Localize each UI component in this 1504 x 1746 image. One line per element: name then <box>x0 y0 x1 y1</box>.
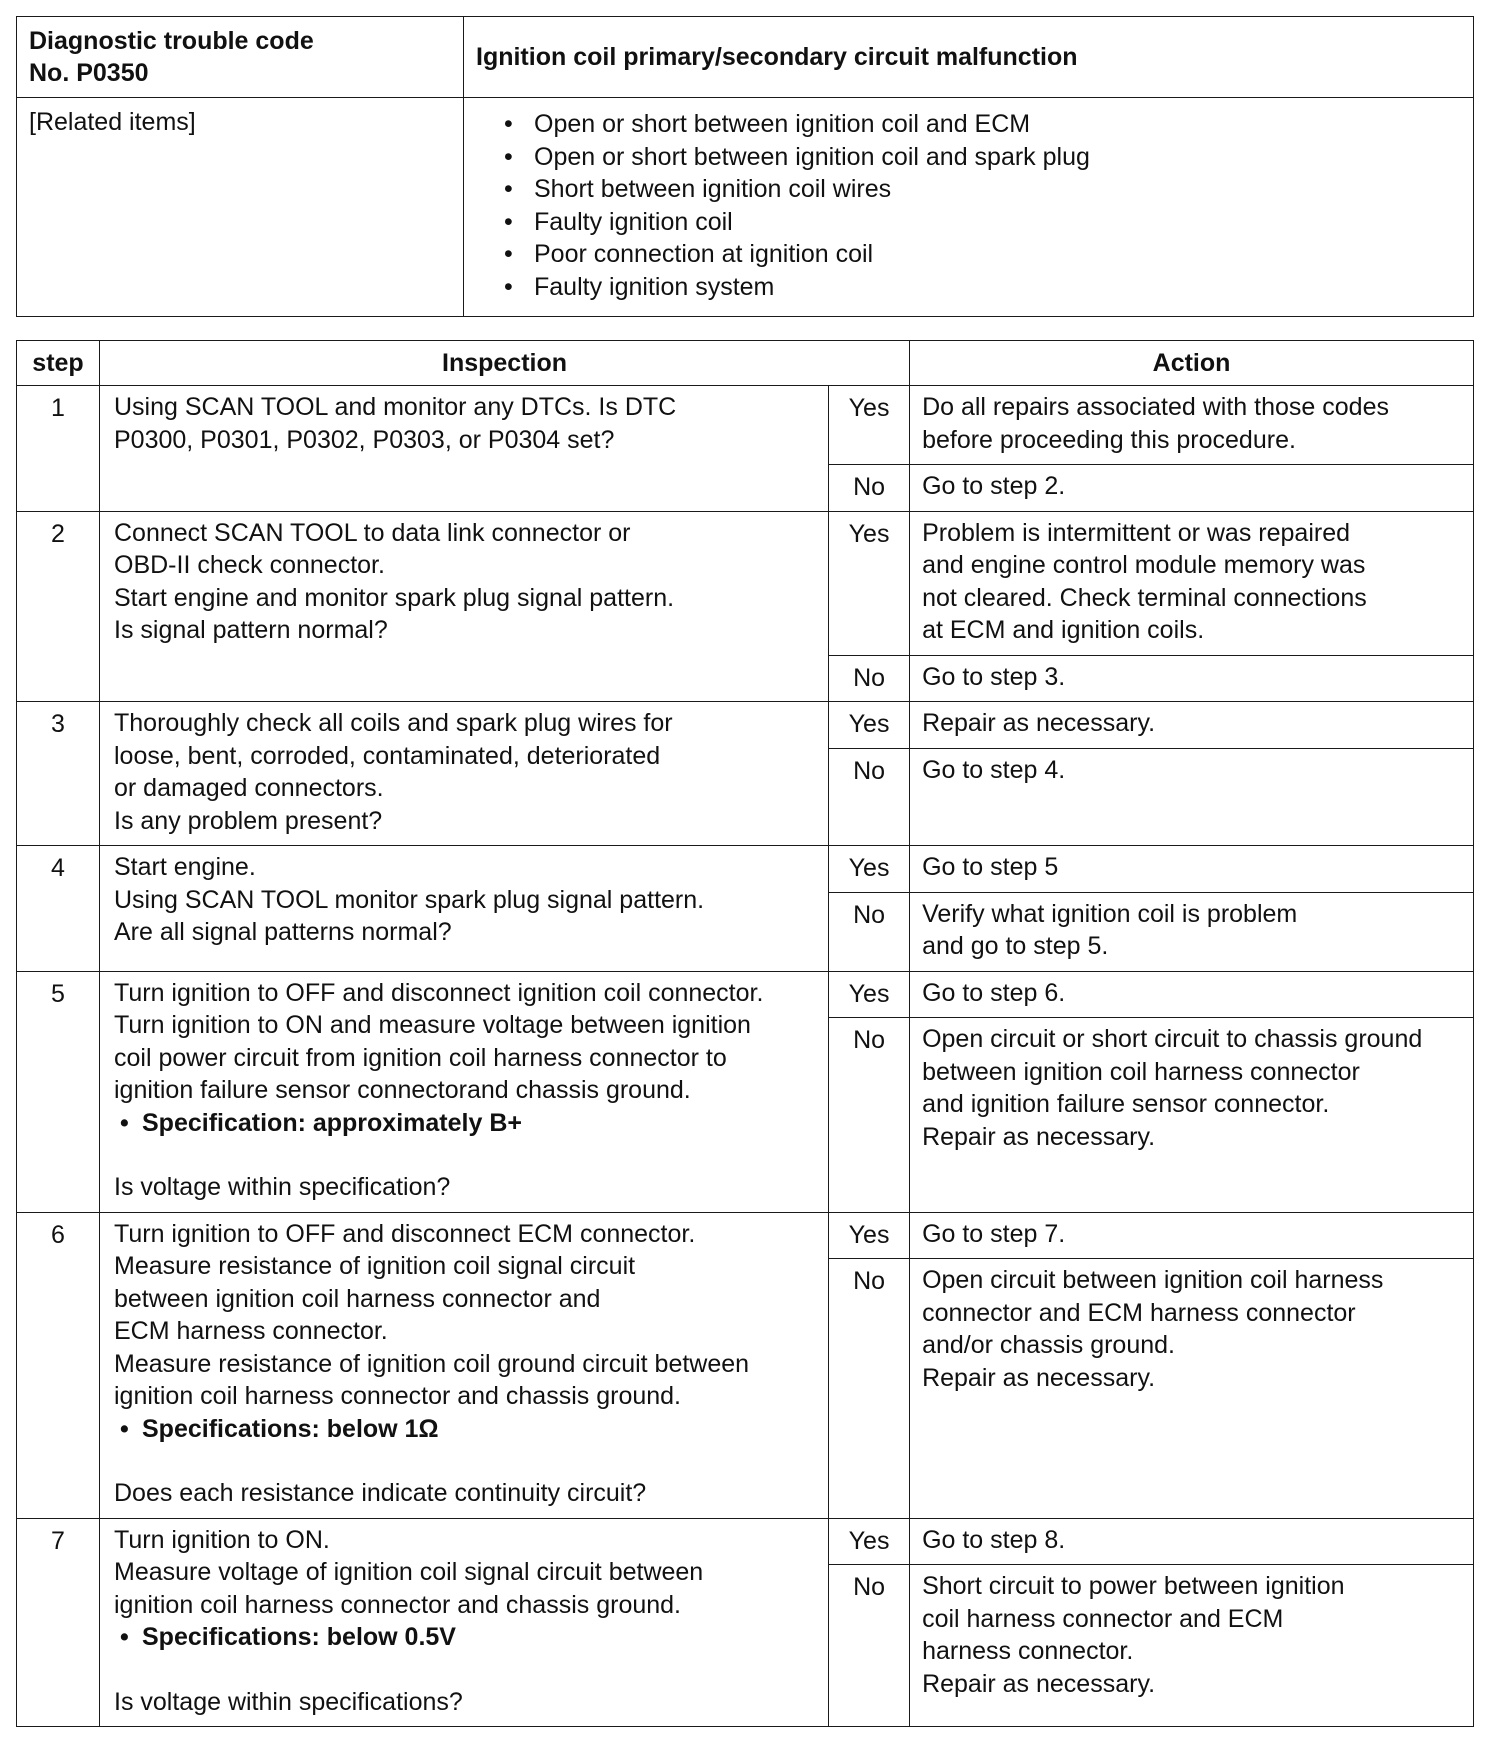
dtc-title: Ignition coil primary/secondary circuit malfunction <box>476 43 1078 71</box>
action-line: Repair as necessary. <box>922 1669 1156 1698</box>
inspection-question: Does each resistance indicate continuity circuit? <box>114 1479 647 1507</box>
no-label: No <box>829 1565 910 1727</box>
step-row-yes <box>17 846 1474 893</box>
no-action <box>910 655 1474 702</box>
no-label: No <box>829 655 910 702</box>
yes-action <box>910 702 1474 749</box>
related-item: • Faulty ignition system <box>534 271 1461 304</box>
no-label: No <box>829 465 910 512</box>
dtc-code-label: Diagnostic trouble code <box>29 27 314 55</box>
action-line: Repair as necessary. <box>922 709 1156 737</box>
yes-label: Yes <box>829 511 910 655</box>
action-line: Verify what ignition coil is problem <box>922 899 1298 928</box>
action-line: Go to step 2. <box>922 472 1066 500</box>
action-line: connector and ECM harness connector <box>922 1298 1356 1327</box>
yes-action <box>910 386 1474 465</box>
action-line: Go to step 8. <box>922 1525 1066 1554</box>
action-line: at ECM and ignition coils. <box>922 616 1205 644</box>
action-line: Do all repairs associated with those codes <box>922 393 1389 421</box>
inspection-line: Is any problem present? <box>114 806 383 835</box>
no-action <box>910 892 1474 971</box>
related-items-list <box>476 108 1461 304</box>
no-action <box>910 1018 1474 1213</box>
inspection-column-header: Inspection <box>100 341 910 386</box>
spacer <box>114 1654 816 1686</box>
action-line: Go to step 6. <box>922 978 1066 1007</box>
spacer <box>114 1445 816 1477</box>
action-line: coil harness connector and ECM <box>922 1604 1284 1633</box>
no-label: No <box>829 1018 910 1213</box>
yes-label: Yes <box>829 971 910 1018</box>
related-item: • Short between ignition coil wires <box>534 173 1461 206</box>
inspection-line: Using SCAN TOOL monitor spark plug signal pattern. <box>114 885 705 914</box>
inspection-question: Is voltage within specifications? <box>114 1687 463 1716</box>
inspection-line: Thoroughly check all coils and spark plug wires for <box>114 709 673 737</box>
inspection-line: Connect SCAN TOOL to data link connector or <box>114 518 631 547</box>
inspection-line: Are all signal patterns normal? <box>114 918 452 946</box>
action-line: and ignition failure sensor connector. <box>922 1090 1330 1118</box>
yes-label: Yes <box>829 702 910 749</box>
inspection-line: or damaged connectors. <box>114 774 384 802</box>
specification: • Specifications: below 0.5V <box>114 1621 816 1654</box>
inspection-line: Measure resistance of ignition coil ground circuit between <box>114 1349 750 1378</box>
related-item: • Poor connection at ignition coil <box>534 238 1461 271</box>
step-number: 1 <box>17 386 100 512</box>
related-item: • Open or short between ignition coil and ECM <box>534 108 1461 141</box>
inspection-table-header <box>17 341 1474 386</box>
dtc-header-table <box>16 16 1474 317</box>
inspection-line: ignition coil harness connector and chassis ground. <box>114 1590 682 1619</box>
related-item: • Faulty ignition coil <box>534 206 1461 239</box>
step-row-yes <box>17 386 1474 465</box>
dtc-code-number: No. P0350 <box>29 59 149 87</box>
specification: • Specifications: below 1Ω <box>114 1413 816 1446</box>
inspection-table <box>16 340 1474 1727</box>
yes-action <box>910 971 1474 1018</box>
step-row-yes <box>17 1212 1474 1259</box>
action-column-header: Action <box>910 341 1474 386</box>
step-row-yes <box>17 702 1474 749</box>
step-inspection <box>100 1518 829 1727</box>
inspection-line: Measure resistance of ignition coil signal circuit <box>114 1252 636 1280</box>
dtc-title-cell <box>464 17 1474 98</box>
action-line: Problem is intermittent or was repaired <box>922 518 1351 547</box>
no-label: No <box>829 892 910 971</box>
related-items-label: [Related items] <box>29 108 196 136</box>
step-number: 3 <box>17 702 100 846</box>
inspection-line: between ignition coil harness connector and <box>114 1284 601 1313</box>
action-line: Short circuit to power between ignition <box>922 1572 1345 1600</box>
action-line: and go to step 5. <box>922 932 1109 960</box>
yes-label: Yes <box>829 1212 910 1259</box>
step-number: 5 <box>17 971 100 1212</box>
no-action <box>910 748 1474 846</box>
inspection-line: ECM harness connector. <box>114 1317 388 1345</box>
action-line: Go to step 5 <box>922 853 1059 881</box>
step-inspection <box>100 846 829 972</box>
inspection-line: P0300, P0301, P0302, P0303, or P0304 set? <box>114 425 615 454</box>
dtc-header-row <box>17 17 1474 98</box>
step-inspection <box>100 971 829 1212</box>
no-action <box>910 1259 1474 1519</box>
steps-body <box>17 386 1474 1727</box>
no-label: No <box>829 748 910 846</box>
inspection-question: Is voltage within specification? <box>114 1173 451 1201</box>
yes-label: Yes <box>829 846 910 893</box>
action-line: Repair as necessary. <box>922 1363 1156 1392</box>
action-line: Go to step 3. <box>922 662 1066 691</box>
action-line: before proceeding this procedure. <box>922 425 1296 454</box>
yes-label: Yes <box>829 386 910 465</box>
inspection-line: Turn ignition to OFF and disconnect ignition coil connector. <box>114 978 764 1007</box>
inspection-line: OBD-II check connector. <box>114 551 385 579</box>
yes-action <box>910 1518 1474 1565</box>
step-number: 6 <box>17 1212 100 1518</box>
related-items-cell <box>464 98 1474 317</box>
step-column-header: step <box>17 341 100 386</box>
step-inspection <box>100 511 829 702</box>
step-number: 4 <box>17 846 100 972</box>
yes-action <box>910 511 1474 655</box>
yes-action <box>910 1212 1474 1259</box>
action-line: not cleared. Check terminal connections <box>922 583 1367 612</box>
inspection-line: ignition coil harness connector and chassis ground. <box>114 1382 682 1410</box>
step-inspection <box>100 386 829 512</box>
action-line: and/or chassis ground. <box>922 1331 1175 1359</box>
inspection-line: Measure voltage of ignition coil signal circuit between <box>114 1558 704 1586</box>
action-line: Go to step 4. <box>922 755 1066 784</box>
dtc-code-cell <box>17 17 464 98</box>
inspection-line: ignition failure sensor connectorand chassis ground. <box>114 1076 691 1104</box>
step-row-yes <box>17 511 1474 655</box>
yes-action <box>910 846 1474 893</box>
inspection-line: Start engine and monitor spark plug signal pattern. <box>114 583 675 612</box>
related-items-row <box>17 98 1474 317</box>
action-line: harness connector. <box>922 1637 1134 1665</box>
inspection-line: coil power circuit from ignition coil harness connector to <box>114 1043 727 1072</box>
step-number: 2 <box>17 511 100 702</box>
inspection-line: loose, bent, corroded, contaminated, deteriorated <box>114 741 661 770</box>
related-label-cell <box>17 98 464 317</box>
inspection-line: Using SCAN TOOL and monitor any DTCs. Is DTC <box>114 393 677 421</box>
inspection-line: Turn ignition to OFF and disconnect ECM connector. <box>114 1219 696 1248</box>
action-line: Open circuit between ignition coil harness <box>922 1266 1384 1294</box>
inspection-line: Turn ignition to ON. <box>114 1525 330 1554</box>
step-row-yes <box>17 971 1474 1018</box>
related-item: • Open or short between ignition coil and spark plug <box>534 141 1461 174</box>
inspection-line: Start engine. <box>114 853 256 881</box>
action-line: Go to step 7. <box>922 1219 1066 1248</box>
step-inspection <box>100 702 829 846</box>
step-number: 7 <box>17 1518 100 1727</box>
action-line: between ignition coil harness connector <box>922 1057 1360 1086</box>
action-line: and engine control module memory was <box>922 551 1366 579</box>
inspection-line: Turn ignition to ON and measure voltage between ignition <box>114 1011 751 1039</box>
action-line: Repair as necessary. <box>922 1122 1156 1151</box>
inspection-line: Is signal pattern normal? <box>114 616 388 644</box>
no-label: No <box>829 1259 910 1519</box>
action-line: Open circuit or short circuit to chassis ground <box>922 1025 1423 1053</box>
specification: • Specification: approximately B+ <box>114 1107 816 1140</box>
yes-label: Yes <box>829 1518 910 1565</box>
no-action <box>910 1565 1474 1727</box>
no-action <box>910 465 1474 512</box>
spacer <box>114 1139 816 1171</box>
step-inspection <box>100 1212 829 1518</box>
step-row-yes <box>17 1518 1474 1565</box>
